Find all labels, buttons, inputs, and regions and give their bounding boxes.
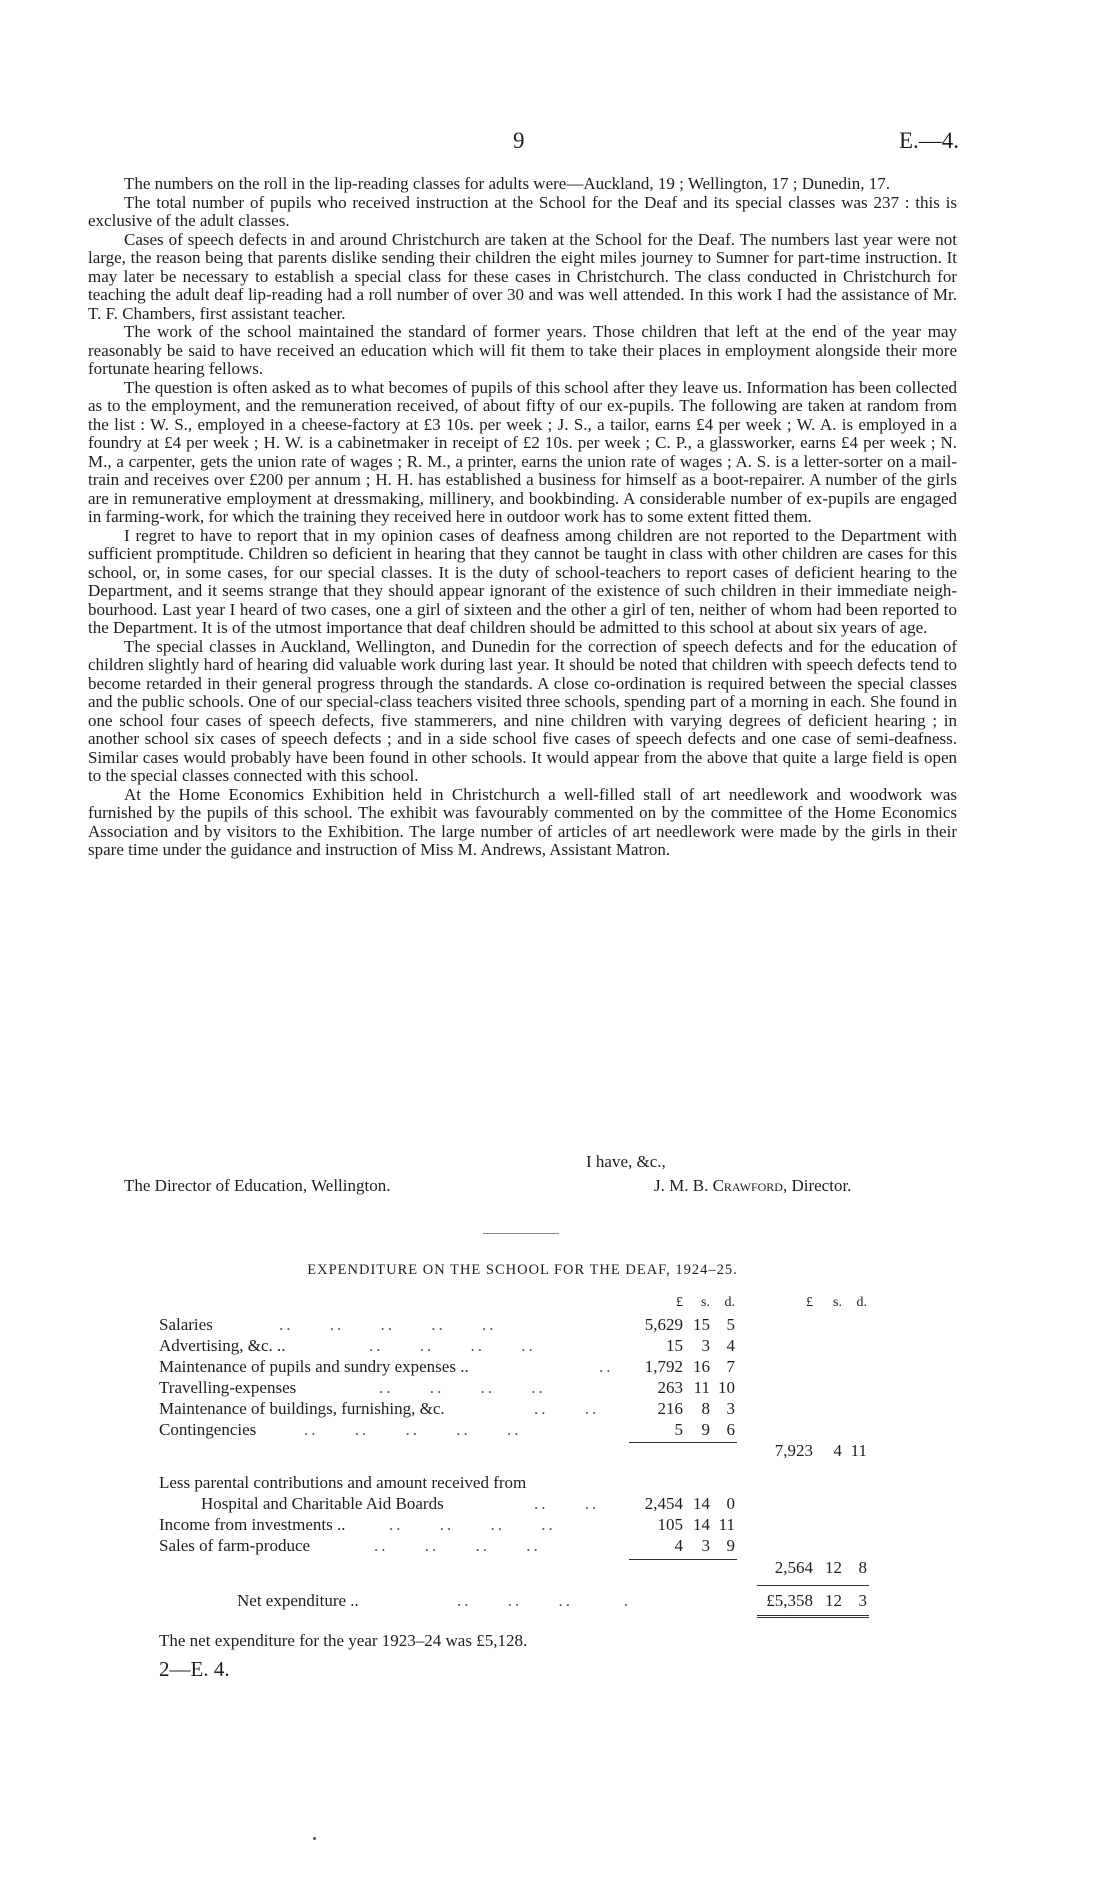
net-total-pence: 3: [858, 1591, 867, 1610]
col-header-pence: d.: [724, 1295, 735, 1310]
col-header-shillings: s.: [701, 1295, 710, 1310]
net-label: Net expenditure ..: [237, 1591, 359, 1610]
amount-pounds: 15: [666, 1336, 683, 1355]
gross-total-pounds: 7,923: [774, 1441, 813, 1460]
row-label: Travelling-expenses: [159, 1378, 297, 1397]
net-expenditure-row: [159, 1591, 919, 1611]
row-label: Salaries: [159, 1315, 213, 1334]
leader-dots: .. .. .. ..: [374, 1536, 541, 1555]
paragraph: The question is often asked as to what becomes of pupils of this school after they leave us. Information has been collected as to the employment, and the remuneration received, of about fifty of our ex-pupils. The following are taken at random from the list : W. S., employed in a cheese-factory at £3 10s. per week ; J. S., a tailor, earns £4 per week ; W. A. is employed in a foundry at £4 per week ; H. W. is a cabinetmaker in receipt of £2 10s. per week ; C. P., a glassworker, earns £4 per week ; N. M., a carpenter, gets the union rate of wages ; R. M., a printer, earns the union rate of wages ; A. S. is a letter-sorter on a mail-train and receives over £200 per annum ; H. H. has established a business for himself as a boot-repairer. A number of the girls are in remunerative employment at dressmaking, millinery, and bookbinding. A considerable number of ex-pupils are engaged in farming-work, for which the training they received here in outdoor work has to some extent fitted them.: [88, 377, 957, 526]
amount-pence: 9: [726, 1536, 735, 1555]
col-header-shillings-total: s.: [833, 1295, 842, 1310]
table-row: [159, 1420, 919, 1440]
gross-total-row: [159, 1441, 919, 1461]
double-rule: [757, 1615, 869, 1618]
amount-pence: 6: [726, 1420, 735, 1439]
less-total-pounds: 2,564: [774, 1558, 813, 1577]
amount-shillings: 16: [693, 1357, 710, 1376]
leader-dots: .. .. .. ..: [389, 1515, 556, 1534]
less-heading: Less parental contributions and amount received from: [159, 1473, 527, 1492]
paragraph: I regret to have to report that in my opinion cases of deafness among children are not reported to the Department with sufficient promptitude. Children so deficient in hearing that they cannot be taught in class with other children are cases for this school, or, in some cases, for our special classes. It is the duty of school-teachers to report cases of deficient hearing to the Department, and it seems strange that they should appear ignorant of the existence of such children in their immediate neigh-bourhood. Last year I heard of two cases, one a girl of sixteen and the other a girl of ten, neither of whom had been reported to the Department. It is of the utmost importance that deaf children should be admitted to this school at about six years of age.: [88, 525, 957, 637]
footer-note: The net expenditure for the year 1923–24 was £5,128.: [159, 1631, 528, 1650]
leader-dots: .. .. .. .: [457, 1591, 631, 1610]
amount-pounds: 105: [657, 1515, 683, 1534]
signer-title: , Director.: [782, 1176, 852, 1195]
gross-total-pence: 11: [850, 1441, 867, 1460]
amount-shillings: 14: [693, 1494, 710, 1513]
leader-dots: .. .. .. ..: [379, 1378, 546, 1397]
amount-pounds: 216: [657, 1399, 683, 1418]
table-header-row: [159, 1295, 919, 1315]
stray-mark: [313, 1837, 316, 1840]
table-row: [159, 1336, 919, 1356]
amount-shillings: 14: [693, 1515, 710, 1534]
row-label: Advertising, &c. ..: [159, 1336, 286, 1355]
signer-name: Crawford: [712, 1176, 783, 1195]
less-total-shillings: 12: [825, 1558, 842, 1577]
table-row: [159, 1536, 919, 1556]
leader-dots: ..: [599, 1357, 614, 1376]
col-header-pounds-total: £: [806, 1295, 813, 1310]
row-label: Maintenance of buildings, furnishing, &c.: [159, 1399, 445, 1418]
amount-pence: 0: [726, 1494, 735, 1513]
leader-dots: .. ..: [534, 1494, 600, 1513]
less-total-row: [159, 1558, 919, 1578]
row-label: Hospital and Charitable Aid Boards: [201, 1494, 444, 1513]
amount-pence: 10: [718, 1378, 735, 1397]
paragraph: At the Home Economics Exhibition held in Christchurch a well-filled stall of art needlework and woodwork was furnished by the pupils of this school. The exhibit was favourably commented on by the committee of the Home Economics Association and by visitors to the Exhibition. The large number of articles of art needlework were made by the girls in their spare time under the guidance and instruction of Miss M. Andrews, Assistant Matron.: [88, 784, 957, 859]
amount-pence: 3: [726, 1399, 735, 1418]
paragraph: The total number of pupils who received instruction at the School for the Deaf and its special classes was 237 : this is exclusive of the adult classes.: [88, 192, 957, 230]
amount-shillings: 3: [701, 1336, 710, 1355]
document-reference: E.—4.: [898, 128, 959, 153]
leader-dots: .. .. .. ..: [369, 1336, 536, 1355]
col-header-pence-total: d.: [856, 1295, 867, 1310]
table-row: [159, 1515, 919, 1535]
table-row: [159, 1399, 919, 1419]
amount-pounds: 2,454: [644, 1494, 683, 1513]
amount-shillings: 8: [701, 1399, 710, 1418]
row-label: Income from investments ..: [159, 1515, 346, 1534]
less-heading-row: [159, 1473, 919, 1493]
amount-pounds: 5,629: [644, 1315, 683, 1334]
amount-shillings: 3: [701, 1536, 710, 1555]
page-code: 2—E. 4.: [159, 1657, 230, 1681]
amount-shillings: 11: [693, 1378, 710, 1397]
leader-dots: .. ..: [534, 1399, 600, 1418]
table-row: [159, 1357, 919, 1377]
amount-shillings: 9: [701, 1420, 710, 1439]
net-total-shillings: 12: [825, 1591, 842, 1610]
paragraph: The numbers on the roll in the lip-reading classes for adults were—Auckland, 19 ; Wellington, 17 ; Dunedin, 17.: [124, 174, 890, 193]
leader-dots: .. .. .. .. ..: [279, 1315, 497, 1334]
net-total-pounds: £5,358: [766, 1591, 813, 1610]
amount-pence: 4: [726, 1336, 735, 1355]
row-label: Contingencies: [159, 1420, 257, 1439]
gross-total-shillings: 4: [833, 1441, 842, 1460]
amount-pounds: 263: [657, 1378, 683, 1397]
row-label: Maintenance of pupils and sundry expenses ..: [159, 1357, 469, 1376]
table-row: [159, 1315, 919, 1335]
addressee: The Director of Education, Wellington.: [124, 1176, 391, 1195]
amount-pence: 5: [726, 1315, 735, 1334]
closing-line: I have, &c.,: [586, 1152, 666, 1171]
table-row: [159, 1378, 919, 1398]
total-rule: [757, 1585, 869, 1586]
amount-pounds: 1,792: [644, 1357, 683, 1376]
less-total-pence: 8: [858, 1558, 867, 1577]
amount-shillings: 15: [693, 1315, 710, 1334]
page-number: 9: [513, 128, 525, 153]
signer-initials: J. M. B.: [654, 1176, 709, 1195]
paragraph: Cases of speech defects in and around Christchurch are taken at the School for the Deaf. The numbers last year were not large, the reason being that parents dislike sending their children the eight miles journey to Sumner for part-time instruction. It may later be necessary to establish a special class for these cases in Christchurch. The class conducted in Christchurch for teaching the adult deaf lip-reading had a roll number of over 30 and was well attended. In this work I had the assistance of Mr. T. F. Chambers, first assistant teacher.: [88, 229, 957, 323]
amount-pounds: 4: [674, 1536, 683, 1555]
amount-pence: 7: [726, 1357, 735, 1376]
paragraph: The work of the school maintained the standard of former years. Those children that left at the end of the year may reasonably be said to have received an education which will fit them to take their places in employment alongside their more fortunate hearing fellows.: [88, 322, 957, 378]
expenditure-title: EXPENDITURE ON THE SCHOOL FOR THE DEAF, 1924–25.: [307, 1262, 738, 1278]
leader-dots: .. .. .. .. ..: [304, 1420, 522, 1439]
amount-pence: 11: [718, 1515, 735, 1534]
report-body: [88, 175, 957, 860]
col-header-pounds: £: [676, 1295, 683, 1310]
table-row: [159, 1494, 919, 1514]
row-label: Sales of farm-produce: [159, 1536, 311, 1555]
amount-pounds: 5: [674, 1420, 683, 1439]
signature: [654, 1176, 1114, 1196]
section-divider: [483, 1233, 559, 1234]
paragraph: The special classes in Auckland, Wellington, and Dunedin for the correction of speech defects and for the education of children slightly hard of hearing did valuable work during last year. It should be noted that children with speech defects tend to become retarded in their general progress through the standards. A close co-ordination is required between the special classes and the public schools. One of our special-class teachers visited three schools, spending part of a morning in each. She found in one school four cases of speech defects, five stammerers, and nine children with varying degrees of deficient hearing ; in another school six cases of speech defects ; and in a side school five cases of speech defects and one case of semi-deafness. Similar cases would probably have been found in other schools. It would appear from the above that quite a large field is open to the special classes connected with this school.: [88, 636, 957, 785]
